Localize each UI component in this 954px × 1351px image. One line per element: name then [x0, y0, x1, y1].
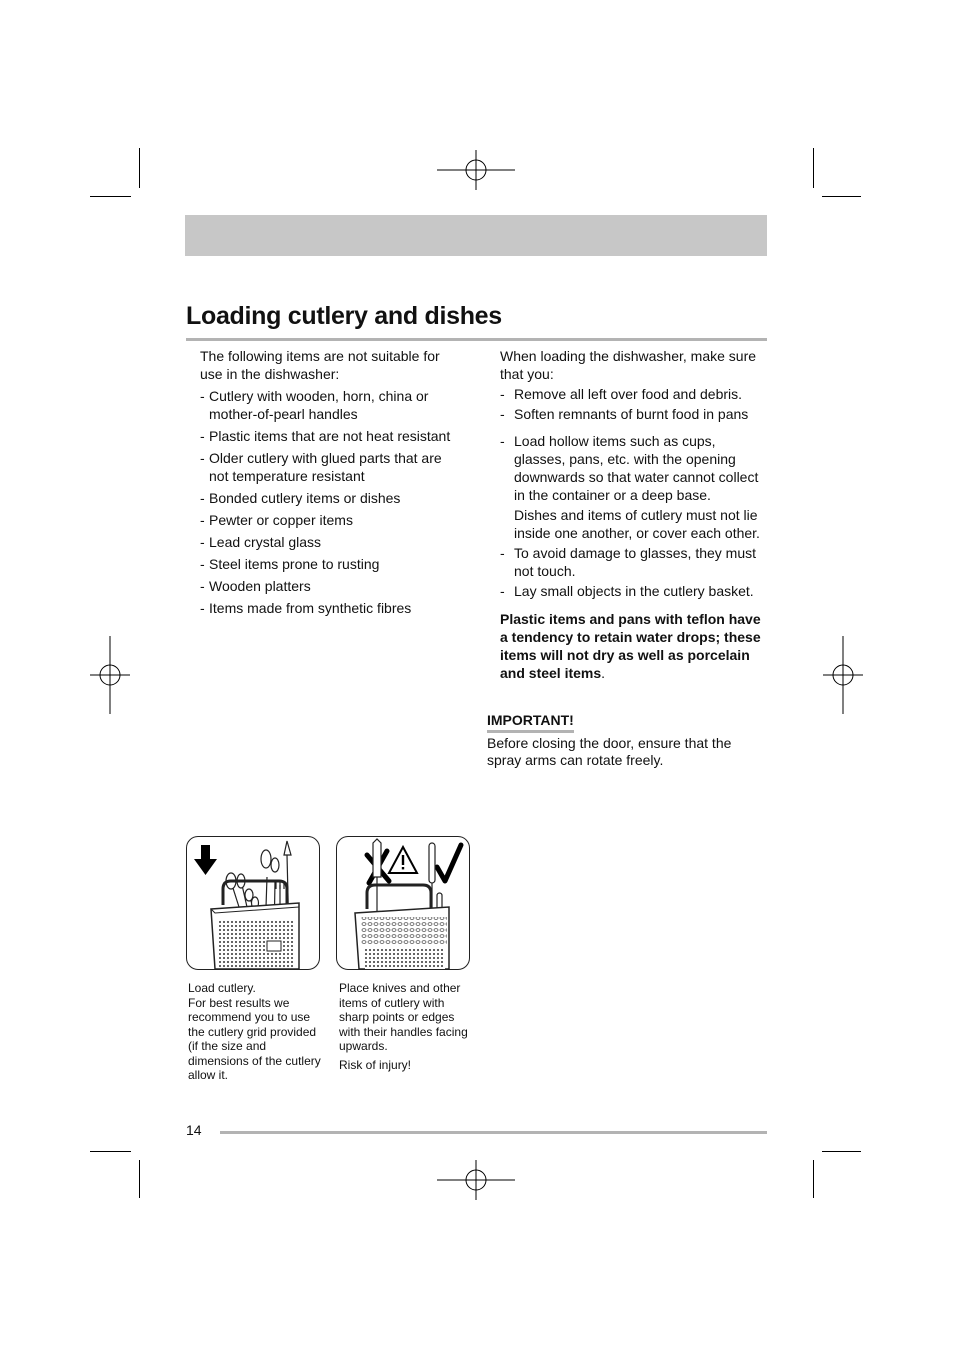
list-item: - To avoid damage to glasses, they must not touch.	[500, 545, 757, 579]
loading-instructions-section	[500, 347, 768, 682]
footer-divider	[220, 1131, 767, 1134]
knives-handles-up-figure	[336, 836, 470, 970]
cutlery-basket-figure	[186, 836, 320, 970]
unsuitable-intro: The following items are not suitable for use in the dishwasher:	[200, 348, 440, 382]
list-item: - Older cutlery with glued parts that are not temperature resistant	[200, 450, 442, 484]
list-item: - Soften remnants of burnt food in pans	[500, 406, 749, 422]
figure-2-caption: Place knives and other items of cutlery with sharp points or edges with their handles facing upwards. Risk of injury!	[339, 981, 468, 1072]
teflon-note: Plastic items and pans with teflon have a tendency to retain water drops; these items will not dry as well as porcelain and steel items.	[500, 611, 761, 681]
registration-mark-icon	[823, 636, 863, 714]
down-arrow-icon	[194, 845, 217, 875]
page-number: 14	[186, 1122, 202, 1138]
list-item: - Steel items prone to rusting	[200, 556, 380, 572]
registration-mark-icon	[90, 636, 130, 714]
list-item: - Bonded cutlery items or dishes	[200, 490, 401, 506]
page-title: Loading cutlery and dishes	[186, 302, 502, 330]
list-item: - Lead crystal glass	[200, 534, 322, 550]
checkmark-icon	[437, 845, 461, 881]
list-item: - Plastic items that are not heat resistant	[200, 428, 451, 444]
unsuitable-items-section	[200, 347, 465, 617]
important-heading: IMPORTANT!	[487, 712, 574, 733]
list-item: - Pewter or copper items	[200, 512, 353, 528]
hollow-items-block: Load hollow items such as cups, glasses, pans, etc. with the opening downwards so that water cannot collect in the container or a deep base. Dishes and items of cutlery must not lie inside one another, or cover each other.	[514, 433, 760, 541]
warning-icon	[389, 847, 417, 873]
header-bar	[185, 215, 767, 256]
important-text: Before closing the door, ensure that the spray arms can rotate freely.	[487, 735, 732, 768]
registration-mark-icon	[437, 150, 515, 190]
list-item: - Wooden platters	[200, 578, 311, 594]
list-item: - Cutlery with wooden, horn, china or mother-of-pearl handles	[200, 388, 429, 422]
figure-1-caption: Load cutlery. For best results we recommend you to use the cutlery grid provided (if the size and dimensions of the cutlery allow it.	[188, 981, 321, 1082]
list-item: - Items made from synthetic fibres	[200, 600, 412, 616]
title-divider	[186, 338, 767, 341]
loading-intro: When loading the dishwasher, make sure that you:	[500, 348, 757, 382]
registration-mark-icon	[437, 1160, 515, 1200]
list-item: - Remove all left over food and debris.	[500, 386, 743, 402]
list-item: - Lay small objects in the cutlery basket.	[500, 583, 754, 599]
list-item: - Load hollow items such as cups, glasses, pans, etc. with the opening downwards so that water cannot collect in the container or a deep base. Dishes and items of cutlery must not lie inside one another, or cover each other.	[500, 432, 768, 542]
